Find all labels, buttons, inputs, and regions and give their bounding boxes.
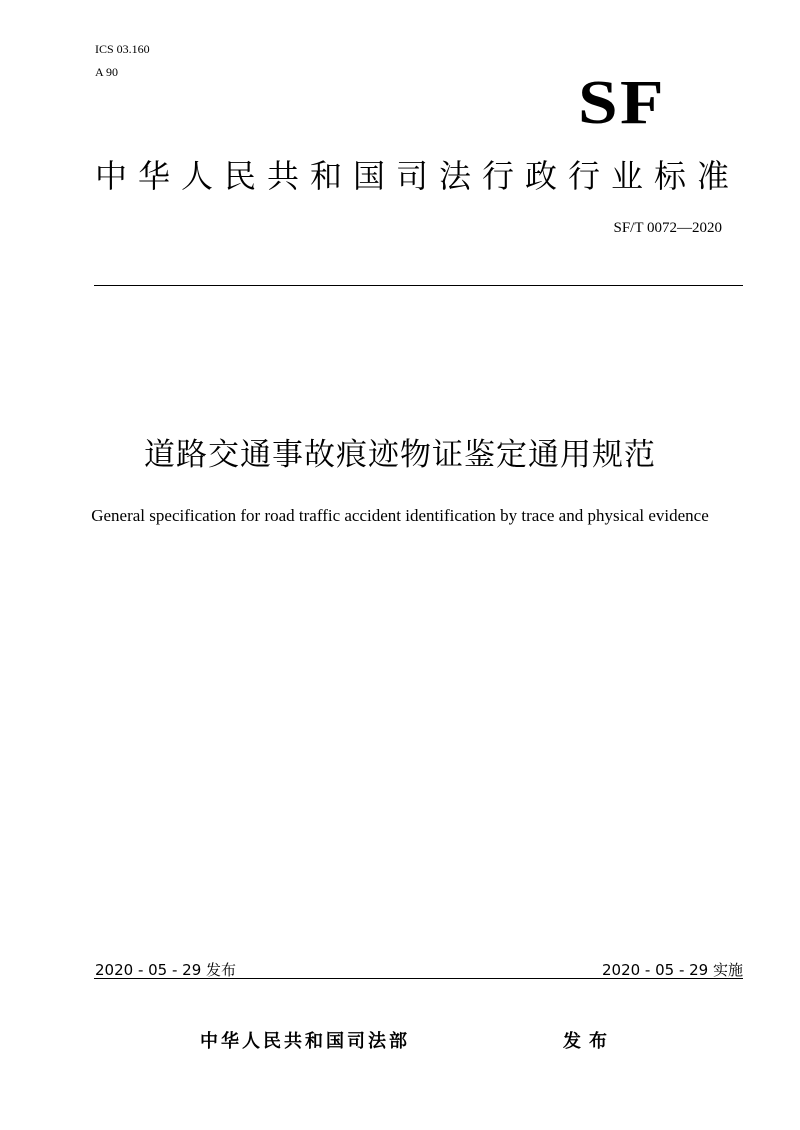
issuing-authority: 中华人民共和国司法部 [200, 1031, 410, 1052]
standard-number: SF/T 0072—2020 [613, 220, 722, 236]
issue-label: 发布 [563, 1031, 615, 1052]
top-divider [94, 285, 743, 286]
implementation-date: 2020 - 05 - 29 实施 [601, 961, 743, 979]
bottom-divider [94, 978, 743, 979]
issue-date: 2020 - 05 - 29 发布 [95, 961, 237, 979]
sf-logo: SF [578, 69, 666, 137]
standard-type-heading: 中华人民共和国司法行政行业标准 [95, 157, 741, 195]
ics-code: ICS 03.160 [95, 42, 150, 56]
classification-code: A 90 [95, 65, 119, 79]
document-title-chinese: 道路交通事故痕迹物证鉴定通用规范 [144, 437, 656, 473]
document-title-english: General specification for road traffic accident identification by trace and physical evidence [91, 506, 709, 525]
